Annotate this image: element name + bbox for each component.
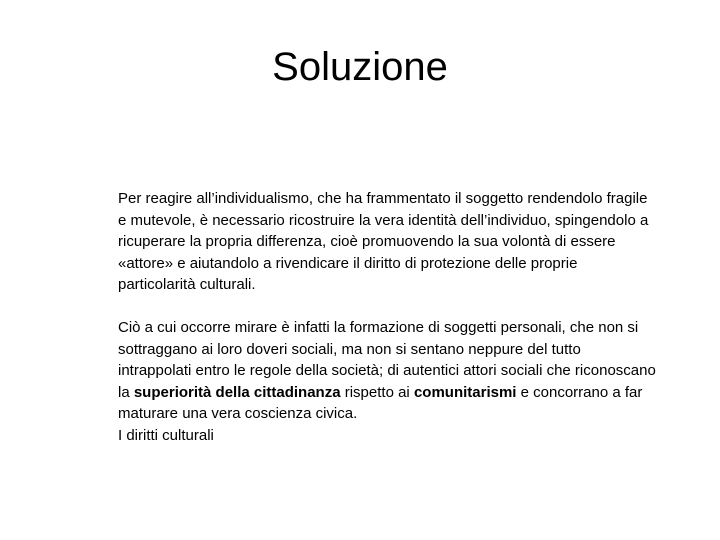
bold-phrase-citizenship: superiorità della cittadinanza (133, 383, 341, 401)
paragraph-citizenship (118, 317, 658, 447)
paragraph-citizenship-text-3: e concorrano a far maturare una vera coscienza civica. (118, 383, 643, 423)
bold-phrase-communitarianism: comunitarismi (413, 383, 517, 401)
slide-title: Soluzione (272, 45, 448, 89)
paragraph-citizenship-text-1: Ciò a cui occorre mirare è infatti la formazione di soggetti personali, che non si sottraggano ai loro doveri sociali, ma non si sentano neppure del tutto intrappolati entro le regole della società; di autentici attori sociali che riconoscano la (118, 318, 656, 401)
cultural-rights-line: I diritti culturali (118, 426, 214, 444)
paragraph-identity: Per reagire all’individualismo, che ha frammentato il soggetto rendendolo fragile e mutevole, è necessario ricostruire la vera identità dell’individuo, spingendolo a ricuperare la propria differenza, cioè promuovendo la sua volontà di essere «attore» e aiutandolo a rivendicare il diritto di protezione delle proprie particolarità culturali. (118, 190, 649, 294)
slide-body (118, 188, 658, 447)
paragraph-citizenship-text-2: rispetto ai (340, 383, 414, 401)
